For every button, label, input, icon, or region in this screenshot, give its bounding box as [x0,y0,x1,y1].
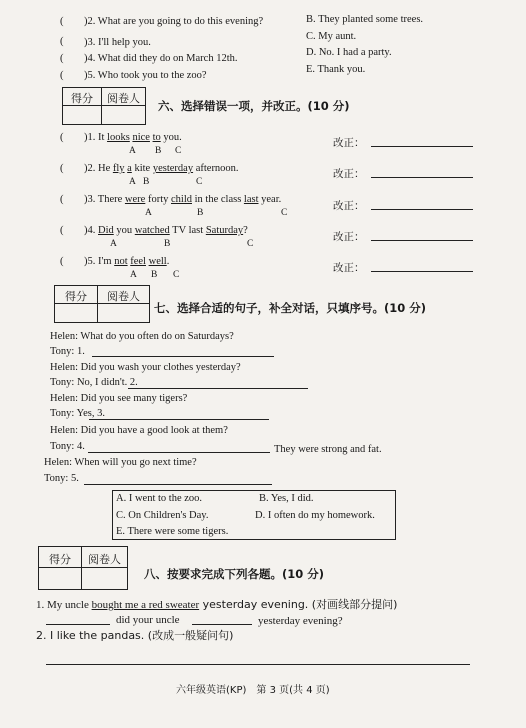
question-4: )4. Did you watched TV last Saturday? [84,225,248,236]
score-box [38,546,128,590]
answer-line[interactable] [371,177,473,178]
paren: ( [60,70,64,81]
dialogue-line: Helen: Did you see many tigers? [50,393,188,404]
question-1: 1. My uncle bought me a red sweater yesterday evening. (对画线部分提问) [36,598,398,611]
question-4: )4. What did they do on March 12th. [84,53,238,64]
letter-c: C [247,239,254,249]
paren: ( [60,256,64,267]
blank-4[interactable] [88,452,270,453]
dialogue-line-tail: They were strong and fat. [274,444,382,455]
answer-line[interactable] [371,271,473,272]
blank-5[interactable] [84,484,272,485]
blank-2[interactable] [128,388,308,389]
paren: ( [60,16,64,27]
correct-label: 改正： [333,168,365,180]
grader-label: 阅卷人 [88,553,121,566]
correct-label: 改正： [333,262,365,274]
question-2: )2. He fly a kite yesterday afternoon. [84,163,239,174]
letter-a: A [129,146,136,156]
question-5: )5. I'm not feel well. [84,256,170,267]
score-label: 得分 [65,290,87,303]
dialogue-line: Helen: When will you go next time? [44,457,197,468]
q1-line2: did your uncle [116,614,180,626]
letter-a: A [110,239,117,249]
letter-b: B [155,146,162,156]
answer-line-q2[interactable] [46,664,470,665]
option-d: D. No. I had a party. [306,47,392,58]
letter-c: C [281,208,288,218]
question-2: 2. I like the pandas. (改成一般疑问句) [36,629,234,642]
blank-3[interactable] [89,419,269,420]
question-5: )5. Who took you to the zoo? [84,70,207,81]
part8-title: 八、按要求完成下列各题。(10 分) [144,567,325,581]
score-box [54,285,150,323]
letter-b: B [151,270,158,280]
part7-title: 七、选择合适的句子，补全对话，只填序号。(10 分) [154,301,427,315]
option-e: E. Thank you. [306,64,366,75]
correct-label: 改正： [333,137,365,149]
blank-q1-b[interactable] [192,624,252,625]
question-3: )3. There were forty child in the class last year. [84,194,282,205]
score-label: 得分 [71,92,93,105]
option-a: A. I went to the zoo. [116,493,203,504]
letter-b: B [197,208,204,218]
page-footer: 六年级英语(KP) 第 3 页(共 4 页) [176,685,330,696]
score-label: 得分 [49,553,71,566]
dialogue-line: Tony: 4. [50,441,85,452]
option-d: D. I often do my homework. [255,510,375,521]
paren: ( [60,36,64,47]
question-1: )1. It looks nice to you. [84,132,182,143]
paren: ( [60,53,64,64]
letter-a: A [130,270,137,280]
blank-1[interactable] [92,356,274,357]
option-b: B. Yes, I did. [259,493,314,504]
letter-b: B [164,239,171,249]
part6-title: 六、选择错误一项，并改正。(10 分) [158,99,350,113]
answer-line[interactable] [371,146,473,147]
letter-c: C [196,177,203,187]
letter-c: C [173,270,180,280]
score-box [62,87,146,125]
question-3: )3. I'll help you. [84,37,151,48]
option-e: E. There were some tigers. [116,526,229,537]
paren: ( [60,194,64,205]
correct-label: 改正： [333,200,365,212]
dialogue-line: Tony: No, I didn't. 2. [50,377,138,388]
options-box [112,490,396,540]
blank-q1-a[interactable] [46,624,110,625]
answer-line[interactable] [371,240,473,241]
dialogue-line: Helen: Did you have a good look at them? [50,425,228,436]
letter-a: A [129,177,136,187]
paren: ( [60,132,64,143]
letter-c: C [175,146,182,156]
question-2: )2. What are you going to do this evening? [84,16,264,27]
dialogue-line: Helen: What do you often do on Saturdays? [50,331,234,342]
answer-line[interactable] [371,209,473,210]
letter-b: B [143,177,150,187]
paren: ( [60,163,64,174]
dialogue-line: Helen: Did you wash your clothes yesterday? [50,362,241,373]
option-b: B. They planted some trees. [306,14,424,25]
option-c: C. On Children's Day. [116,510,209,521]
q1-line2-end: yesterday evening? [258,615,343,627]
dialogue-line: Tony: 5. [44,473,79,484]
dialogue-line: Tony: Yes, 3. [50,408,105,419]
grader-label: 阅卷人 [107,92,140,105]
letter-a: A [145,208,152,218]
correct-label: 改正： [333,231,365,243]
option-c: C. My aunt. [306,31,357,42]
dialogue-line: Tony: 1. [50,346,85,357]
grader-label: 阅卷人 [107,290,140,303]
paren: ( [60,225,64,236]
